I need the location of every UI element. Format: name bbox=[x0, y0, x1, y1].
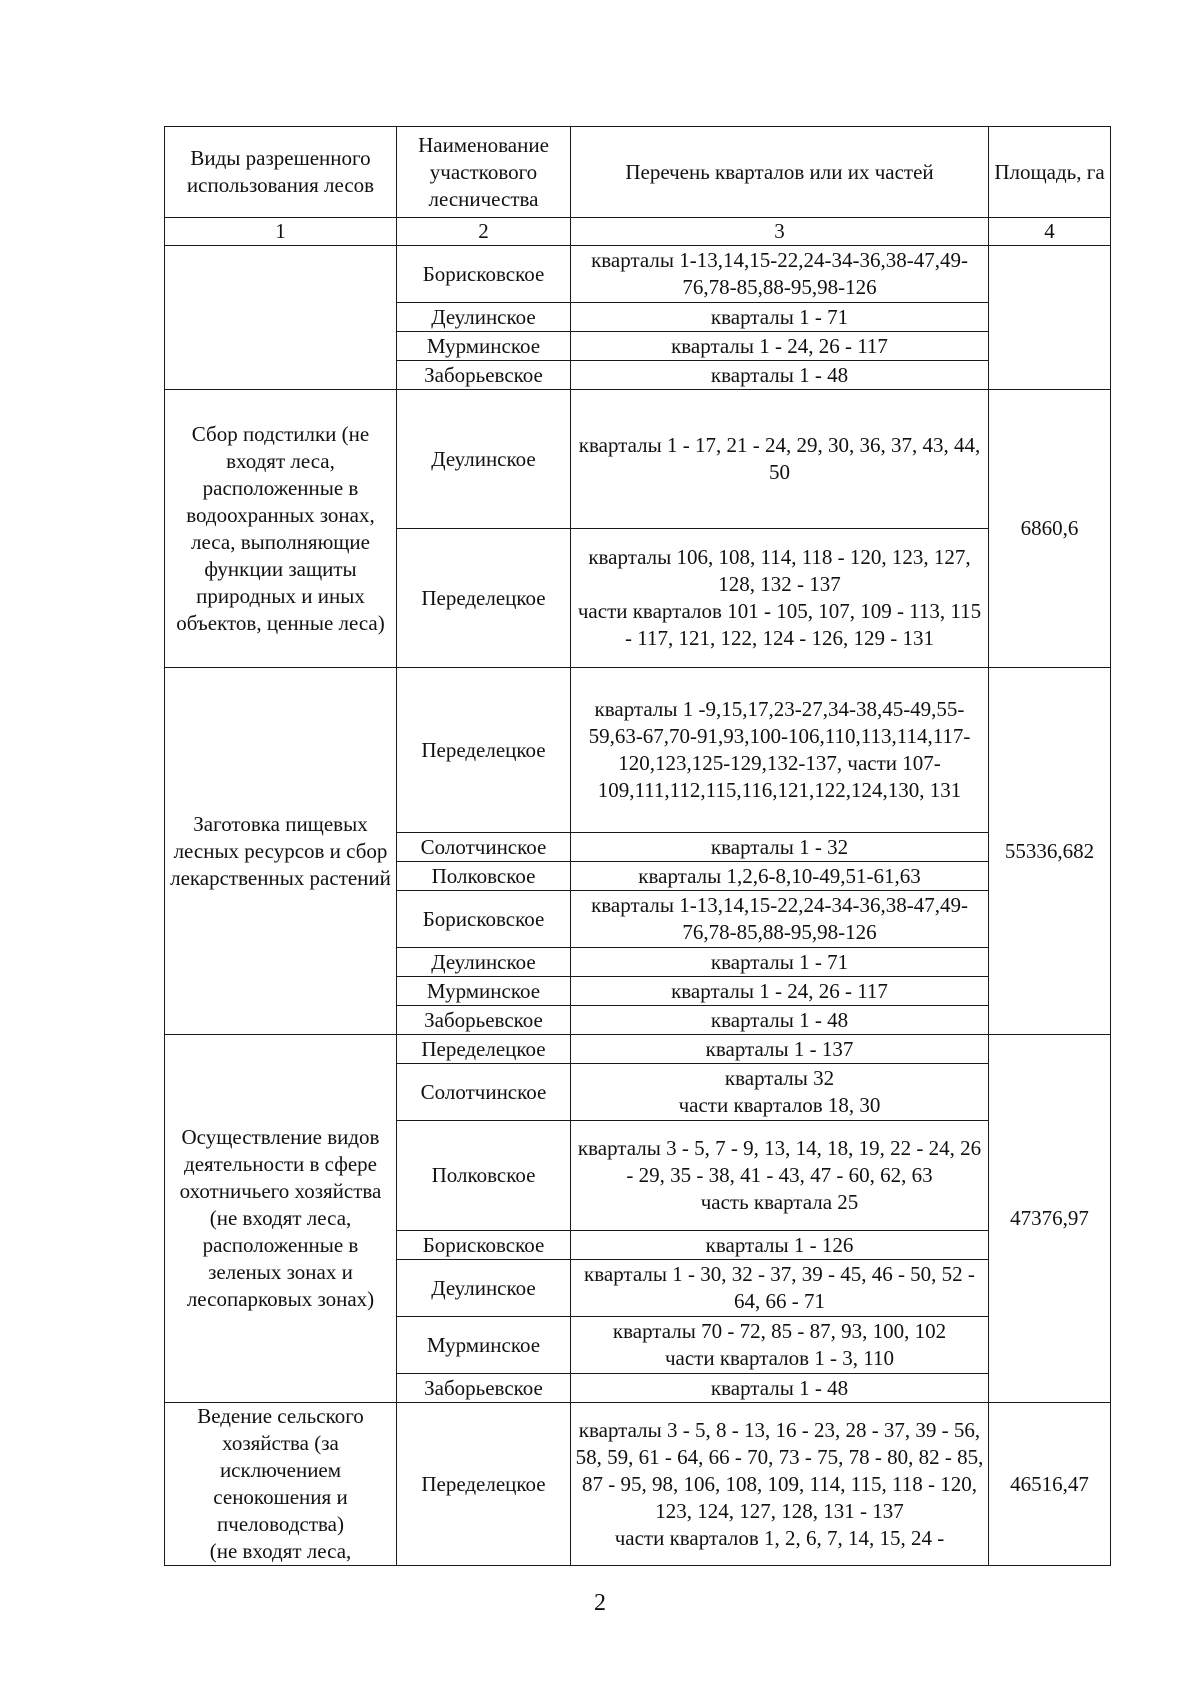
forestry-name: Заборьевское bbox=[397, 1374, 571, 1403]
quarter-list: кварталы 1-13,14,15-22,24-34-36,38-47,49-76,78-85,88-95,98-126 bbox=[571, 246, 989, 303]
quarter-list: кварталы 1 - 24, 26 - 117 bbox=[571, 332, 989, 361]
use-type-cell: Осуществление видов деятельности в сфере охотничьего хозяйства (не входят леса, расположенные в зеленых зонах и лесопарковых зонах) bbox=[165, 1035, 397, 1403]
forestry-name: Борисковское bbox=[397, 891, 571, 948]
forestry-name: Заборьевское bbox=[397, 1006, 571, 1035]
use-type-cell: Заготовка пищевых лесных ресурсов и сбор лекарственных растений bbox=[165, 668, 397, 1035]
forestry-name: Солотчинское bbox=[397, 1064, 571, 1121]
use-type-cell: Ведение сельского хозяйства (за исключением сенокошения и пчеловодства) (не входят леса, bbox=[165, 1403, 397, 1566]
forestry-name: Борисковское bbox=[397, 1231, 571, 1260]
quarter-list: кварталы 1 - 71 bbox=[571, 948, 989, 977]
forestry-name: Переделецкое bbox=[397, 529, 571, 668]
forestry-name: Мурминское bbox=[397, 1317, 571, 1374]
quarter-list: кварталы 70 - 72, 85 - 87, 93, 100, 102 части кварталов 1 - 3, 110 bbox=[571, 1317, 989, 1374]
forestry-name: Деулинское bbox=[397, 948, 571, 977]
table-row bbox=[165, 668, 1111, 833]
quarter-list: кварталы 1 - 48 bbox=[571, 361, 989, 390]
forestry-name: Мурминское bbox=[397, 332, 571, 361]
header-cell: Наименование участкового лесничества bbox=[397, 127, 571, 218]
area-cell: 55336,682 bbox=[989, 668, 1111, 1035]
table-row bbox=[165, 1035, 1111, 1064]
forestry-name: Мурминское bbox=[397, 977, 571, 1006]
quarter-list: кварталы 1,2,6-8,10-49,51-61,63 bbox=[571, 862, 989, 891]
quarter-list: кварталы 1 - 48 bbox=[571, 1006, 989, 1035]
column-number: 4 bbox=[989, 218, 1111, 246]
quarter-list: кварталы 1 - 17, 21 - 24, 29, 30, 36, 37, 43, 44, 50 bbox=[571, 390, 989, 529]
column-number: 2 bbox=[397, 218, 571, 246]
quarter-list: кварталы 106, 108, 114, 118 - 120, 123, 127, 128, 132 - 137 части кварталов 101 - 105, 107, 109 - 113, 115 - 117, 121, 122, 124 - 126, 129 - 131 bbox=[571, 529, 989, 668]
use-type-cell: Сбор подстилки (не входят леса, расположенные в водоохранных зонах, леса, выполняющие функции защиты природных и иных объектов, ценные леса) bbox=[165, 390, 397, 668]
header-cell: Площадь, га bbox=[989, 127, 1111, 218]
forestry-name: Солотчинское bbox=[397, 833, 571, 862]
area-cell: 46516,47 bbox=[989, 1403, 1111, 1566]
quarter-list: кварталы 1 - 48 bbox=[571, 1374, 989, 1403]
forestry-name: Деулинское bbox=[397, 303, 571, 332]
quarter-list: кварталы 1 - 137 bbox=[571, 1035, 989, 1064]
forestry-name: Деулинское bbox=[397, 1260, 571, 1317]
forestry-name: Борисковское bbox=[397, 246, 571, 303]
table-row bbox=[165, 390, 1111, 529]
table-row bbox=[165, 1403, 1111, 1566]
column-number-row bbox=[165, 218, 1111, 246]
quarter-list: кварталы 1 - 126 bbox=[571, 1231, 989, 1260]
table-row bbox=[165, 246, 1111, 303]
forestry-name: Переделецкое bbox=[397, 1035, 571, 1064]
area-cell bbox=[989, 246, 1111, 390]
forestry-name: Деулинское bbox=[397, 390, 571, 529]
forestry-name: Переделецкое bbox=[397, 668, 571, 833]
header-cell: Виды разрешенного использования лесов bbox=[165, 127, 397, 218]
page-number: 2 bbox=[594, 1590, 606, 1616]
area-cell: 6860,6 bbox=[989, 390, 1111, 668]
quarter-list: кварталы 1 - 30, 32 - 37, 39 - 45, 46 - 50, 52 - 64, 66 - 71 bbox=[571, 1260, 989, 1317]
forestry-name: Переделецкое bbox=[397, 1403, 571, 1566]
quarter-list: кварталы 3 - 5, 8 - 13, 16 - 23, 28 - 37, 39 - 56, 58, 59, 61 - 64, 66 - 70, 73 - 75, 78 - 80, 82 - 85, 87 - 95, 98, 106, 108, 109, 114, 115, 118 - 120, 123, 124, 127, 128, 131 - 137 части кварталов 1, 2, 6, 7, 14, 15, 24 - bbox=[571, 1403, 989, 1566]
column-number: 1 bbox=[165, 218, 397, 246]
forestry-name: Заборьевское bbox=[397, 361, 571, 390]
quarter-list: кварталы 1-13,14,15-22,24-34-36,38-47,49-76,78-85,88-95,98-126 bbox=[571, 891, 989, 948]
forestry-name: Полковское bbox=[397, 862, 571, 891]
column-number: 3 bbox=[571, 218, 989, 246]
forest-use-table bbox=[164, 126, 1111, 1566]
table-header-row bbox=[165, 127, 1111, 218]
quarter-list: кварталы 1 - 71 bbox=[571, 303, 989, 332]
forestry-name: Полковское bbox=[397, 1121, 571, 1231]
use-type-cell bbox=[165, 246, 397, 390]
quarter-list: кварталы 1 - 24, 26 - 117 bbox=[571, 977, 989, 1006]
area-cell: 47376,97 bbox=[989, 1035, 1111, 1403]
quarter-list: кварталы 1 -9,15,17,23-27,34-38,45-49,55-59,63-67,70-91,93,100-106,110,113,114,117-120,123,125-129,132-137, части 107-109,111,112,115,116,121,122,124,130, 131 bbox=[571, 668, 989, 833]
quarter-list: кварталы 1 - 32 bbox=[571, 833, 989, 862]
quarter-list: кварталы 32 части кварталов 18, 30 bbox=[571, 1064, 989, 1121]
quarter-list: кварталы 3 - 5, 7 - 9, 13, 14, 18, 19, 22 - 24, 26 - 29, 35 - 38, 41 - 43, 47 - 60, 62, 63 часть квартала 25 bbox=[571, 1121, 989, 1231]
header-cell: Перечень кварталов или их частей bbox=[571, 127, 989, 218]
